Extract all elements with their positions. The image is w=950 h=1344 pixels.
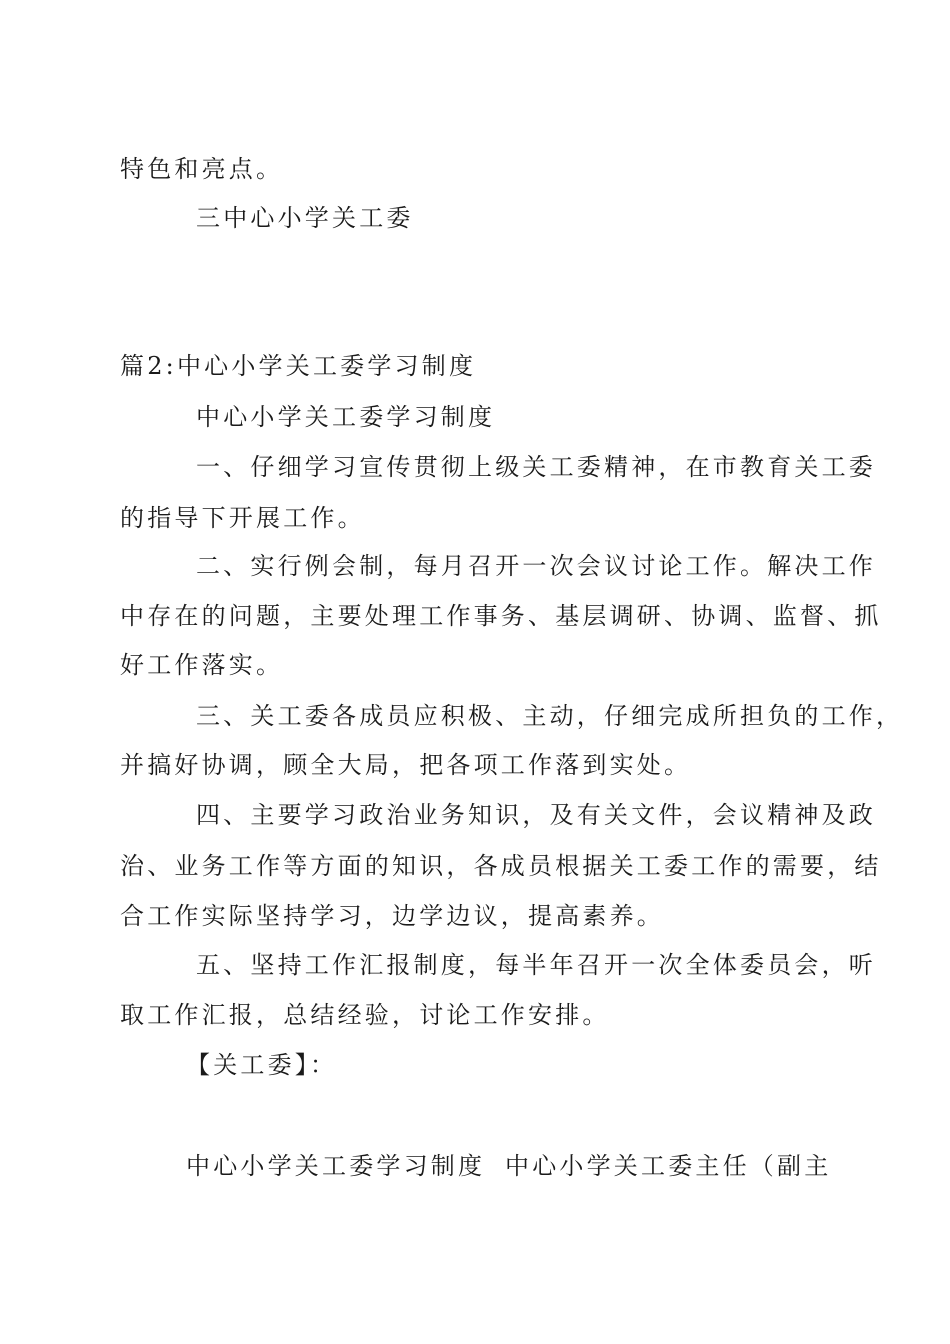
paragraph-4-line-2: 治、业务工作等方面的知识，各成员根据关工委工作的需要，结	[120, 852, 882, 880]
related-link-1[interactable]: 中心小学关工委学习制度	[186, 1152, 486, 1180]
paragraph-1-line-1: 一、仔细学习宣传贯彻上级关工委精神，在市教育关工委	[196, 453, 876, 481]
paragraph-2-line-1: 二、实行例会制，每月召开一次会议讨论工作。解决工作	[196, 552, 876, 580]
paragraph-3-line-2: 并搞好协调，顾全大局，把各项工作落到实处。	[120, 751, 692, 779]
paragraph-3-line-1: 三、关工委各成员应积极、主动，仔细完成所担负的工作，	[196, 702, 904, 730]
section-heading: 篇2:中心小学关工委学习制度	[120, 352, 477, 380]
paragraph-2-line-3: 好工作落实。	[120, 651, 284, 679]
related-link-2[interactable]: 中心小学关工委主任（副主	[505, 1152, 832, 1180]
paragraph-2-line-2: 中存在的问题，主要处理工作事务、基层调研、协调、监督、抓	[120, 602, 882, 630]
paragraph-1-line-2: 的指导下开展工作。	[120, 504, 365, 532]
paragraph-5-line-1: 五、坚持工作汇报制度，每半年召开一次全体委员会，听	[196, 951, 876, 979]
previous-article-ending: 特色和亮点。	[120, 155, 284, 183]
tag-label: 【关工委】：	[186, 1051, 338, 1079]
paragraph-4-line-3: 合工作实际坚持学习，边学边议，提高素养。	[120, 902, 664, 930]
paragraph-4-line-1: 四、主要学习政治业务知识，及有关文件，会议精神及政	[196, 801, 876, 829]
document-title: 中心小学关工委学习制度	[196, 403, 496, 431]
paragraph-5-line-2: 取工作汇报，总结经验，讨论工作安排。	[120, 1001, 610, 1029]
previous-article-signature: 三中心小学关工委	[196, 204, 414, 232]
